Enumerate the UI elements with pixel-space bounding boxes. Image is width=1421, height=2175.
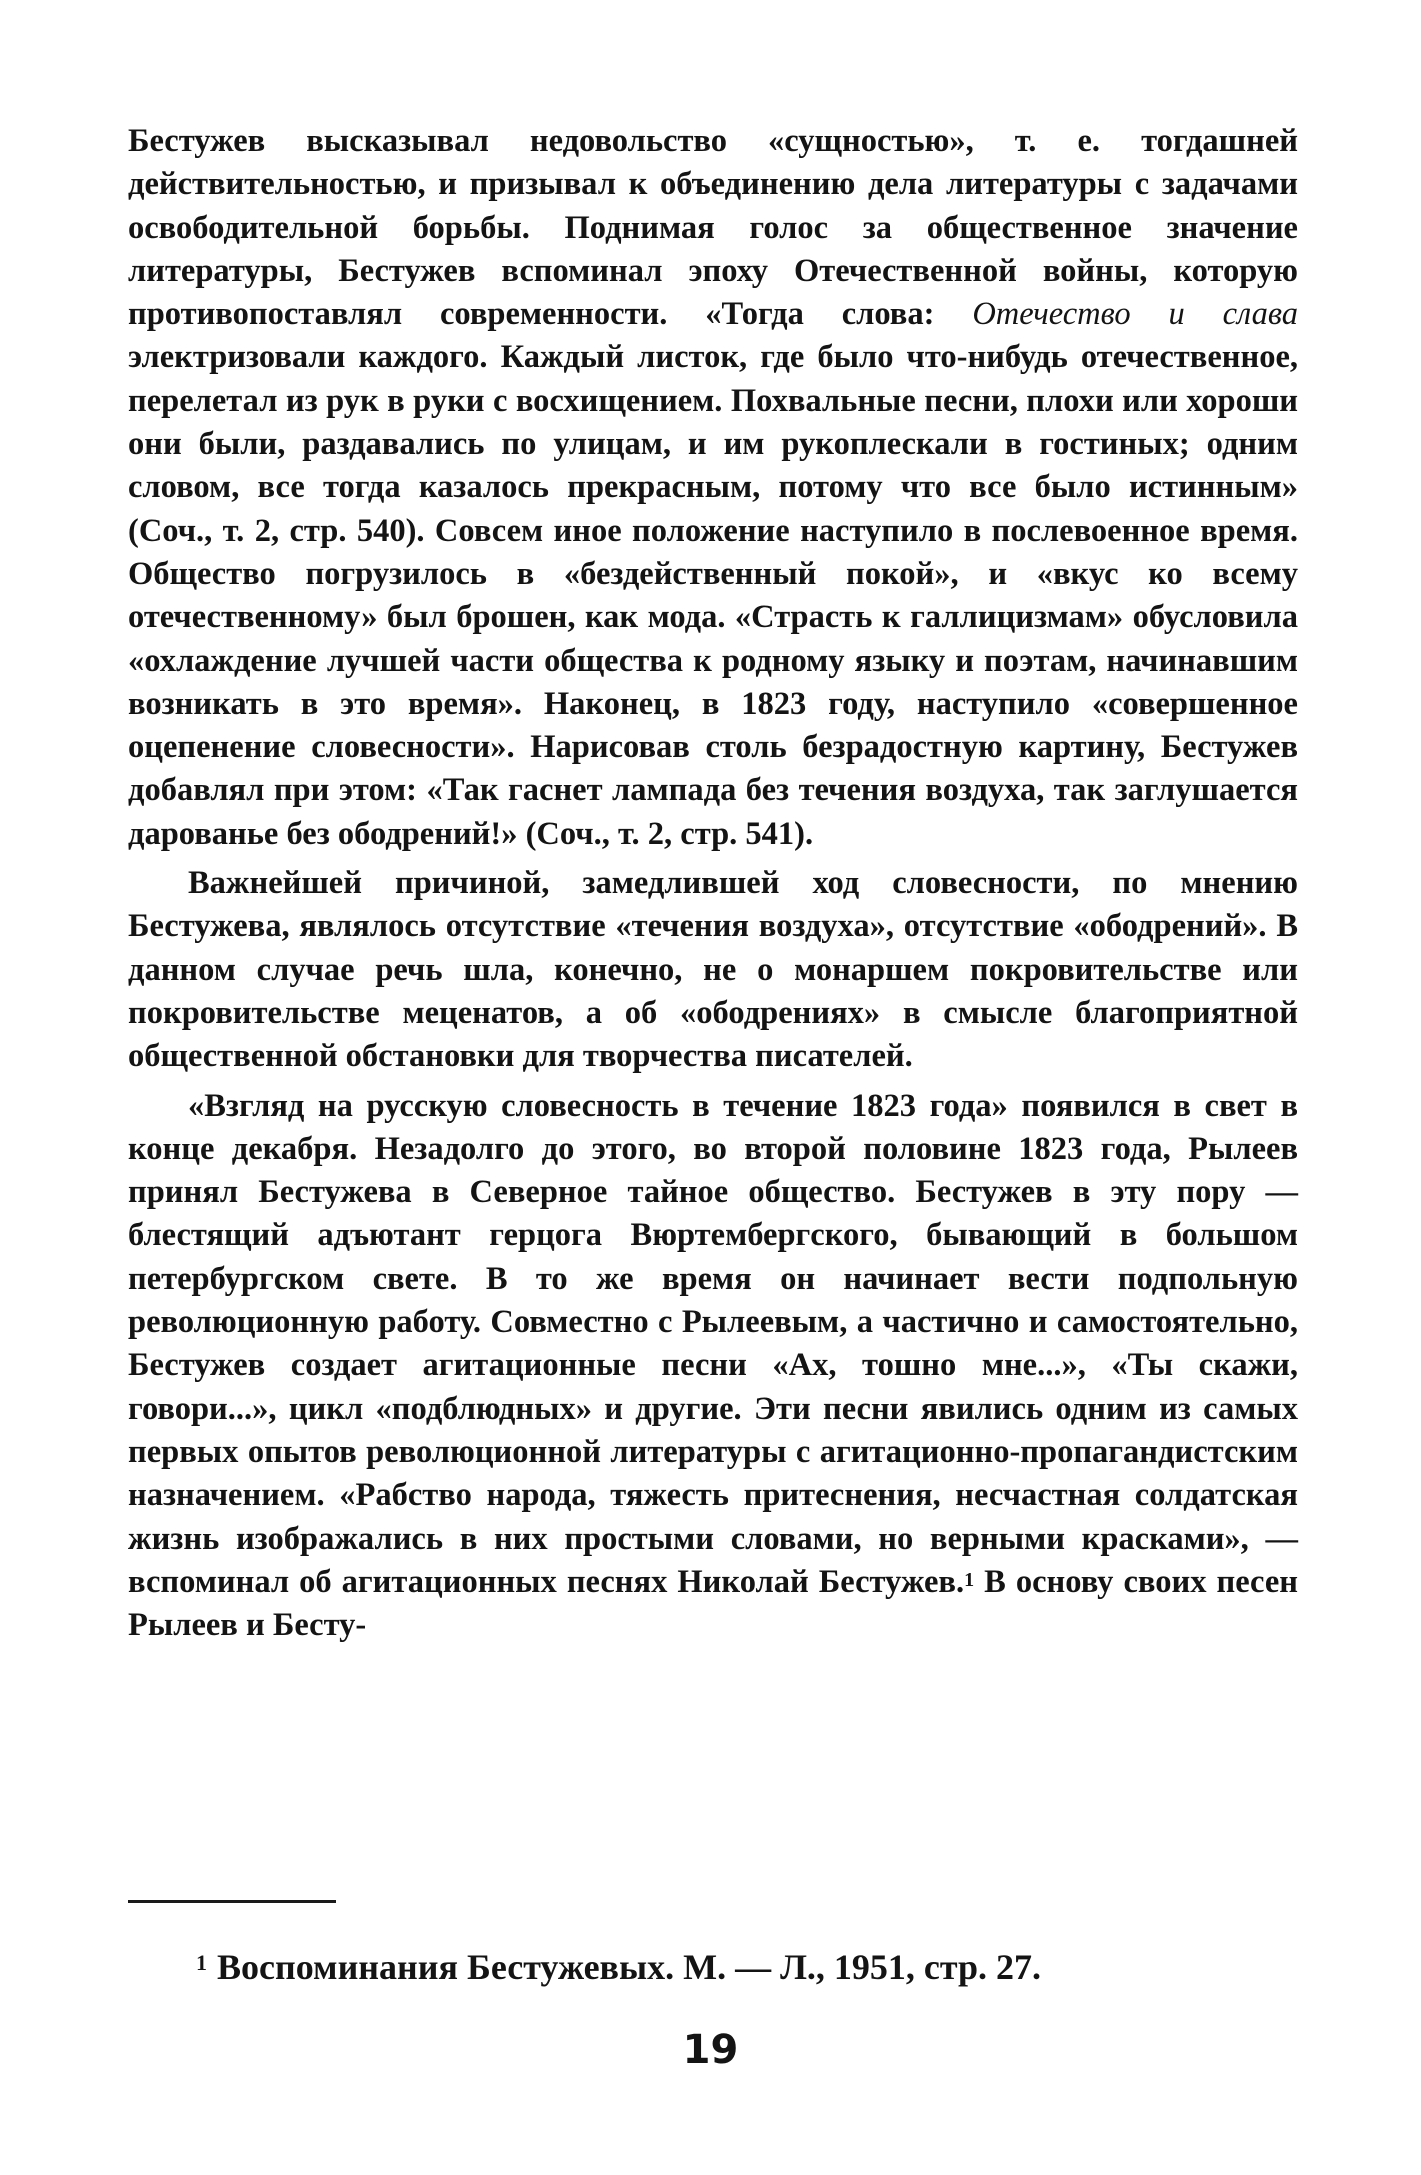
text-segment: «Взгляд на русскую словесность в течение 1823 года» появился в свет в конце декабря. Незадолго до этого, во второй половине 1823 года, Рылеев принял Бестужева в Северное тайное общество. Бестужев в эту пору — блестящий адъютант герцога Вюртембергского, бывающий в большом петербургском свете. В то же время он начинает вести подпольную революционную работу. Совместно с Рылеевым, а частично и самостоятельно, Бестужев создает агитационные песни «Ах, тошно мне...», «Ты скажи, говори...», цикл «подблюдных» и другие. Эти песни явились одним из самых первых опытов революционной литературы с агитационно-пропагандистским назначением. «Рабство народа, тяжесть притеснения, несчастная солдатская жизнь изображались в них простыми словами, но верными красками», — вспоминал об агитационных песнях Николай Бестужев. — [128, 1087, 1298, 1600]
italic-phrase: Отечество и слава — [972, 296, 1298, 333]
footnote-marker: 1 — [196, 1950, 207, 1975]
paragraph-3 — [128, 1085, 1298, 1648]
footnote-text: Воспоминания Бестужевых. М. — Л., 1951, стр. 27. — [217, 1947, 1042, 1987]
page-body — [128, 120, 1298, 1647]
text-segment: Важнейшей причиной, замедлившей ход словесности, по мнению Бестужева, являлось отсутствие «течения воздуха», отсутствие «ободрений». В данном случае речь шла, конечно, не о монаршем покровительстве или покровительстве меценатов, а об «ободрениях» в смысле благоприятной общественной обстановки для творчества писателей. — [128, 865, 1298, 1075]
text-segment: В основу своих песен Рылеев и Бесту- — [128, 1563, 1299, 1644]
text-segment: Бестужев высказывал недовольство «сущностью», т. е. тогдашней действительностью, и призывал к объединению дела литературы с задачами освободительной борьбы. Поднимая голос за общественное значение литературы, Бестужев вспоминал эпоху Отечественной войны, которую противопоставлял современности. «Тогда слова: — [128, 123, 1298, 333]
footnote-divider — [128, 1900, 336, 1903]
text-segment: электризовали каждого. Каждый листок, где было что-нибудь отечественное, перелетал из рук в руки с восхищением. Похвальные песни, плохи или хороши они были, раздавались по улицам, и им рукоплескали в гостиных; одним словом, все тогда казалось прекрасным, потому что все было истинным» (Соч., т. 2, стр. 540). Совсем иное положение наступило в послевоенное время. Общество погрузилось в «бездейственный покой», и «вкус ко всему отечественному» был брошен, как мода. «Страсть к галлицизмам» обусловила «охлаждение лучшей части общества к родному языку и поэтам, начинавшим возникать в это время». Наконец, в 1823 году, наступило «совершенное оцепенение словесности». Нарисовав столь безрадостную картину, Бестужев добавлял при этом: «Так гаснет лампада без течения воздуха, так заглушается дарованье без ободрений!» (Соч., т. 2, стр. 541). — [128, 339, 1298, 852]
paragraph-1 — [128, 120, 1298, 856]
paragraph-2 — [128, 862, 1298, 1078]
footnote — [196, 1945, 1041, 1989]
footnote-reference: 1 — [964, 1568, 975, 1591]
page-number: 19 — [682, 2027, 739, 2073]
